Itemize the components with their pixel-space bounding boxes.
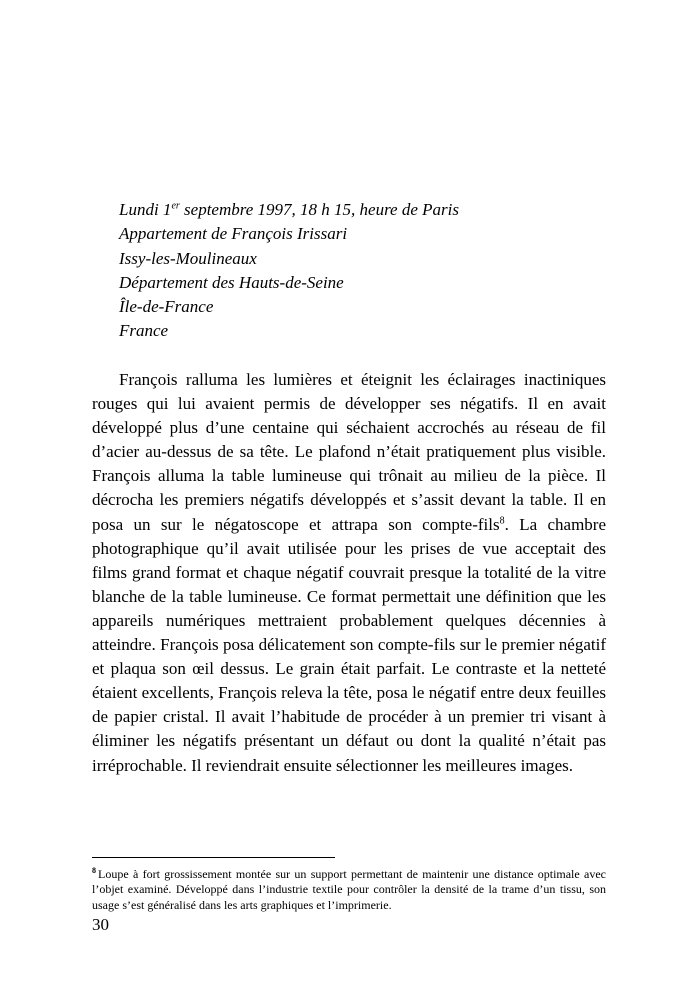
footnote-text: Loupe à fort grossissement montée sur un support permettant de maintenir une distance optimale avec l’objet examiné. Développé dans l’industrie textile pour contrôler la densité de la trame d’un tissu, son usage s’est généralisé dans les arts graphiques et l’imprimerie. xyxy=(92,867,606,912)
footnote-reference: 8 xyxy=(499,514,505,526)
paragraph-text-part2: . La chambre photographique qu’il avait utilisée pour les prises de vue acceptait des films grand format et chaque négatif couvrait presque la totalité de la vitre blanche de la table lumineuse. Ce format permettait une définition que les appareils numériques mettraient probablement quelques décennies à atteindre. François posa délicatement son compte-fils sur le premier négatif et plaqua son œil dessus. Le grain était parfait. Le contraste et la netteté étaient excellents, François releva la tête, posa le négatif entre deux feuilles de papier cristal. Il avait l’habitude de procéder à un premier tri visant à éliminer les négatifs présentant un défaut ou dont la qualité n’était pas irréprochable. Il reviendrait ensuite sélectionner les meilleures images. xyxy=(92,514,606,775)
page-number: 30 xyxy=(92,915,109,934)
chapter-heading xyxy=(119,198,639,344)
heading-date-superscript: er xyxy=(171,200,180,212)
heading-apartment: Appartement de François Irissari xyxy=(119,224,348,244)
heading-country: France xyxy=(119,321,169,341)
paragraph xyxy=(92,368,606,778)
paragraph-text-part1: François ralluma les lumières et éteignit les éclairages inactiniques rouges qui lui avaient permis de développer ses négatifs. Il en avait développé plus d’une centaine qui séchaient accrochés au réseau de fil d’acier au-dessus de sa tête. Le plafond n’était pratiquement plus visible. François alluma la table lumineuse qui trônait au milieu de la pièce. Il décrocha les premiers négatifs développés et s’assit devant la table. Il en posa un sur le négatoscope et attrapa son compte-fils xyxy=(92,370,606,534)
heading-region: Île-de-France xyxy=(119,297,214,317)
footnote-number: 8 xyxy=(92,866,96,875)
heading-city: Issy-les-Moulineaux xyxy=(119,248,257,268)
body-paragraph xyxy=(92,368,606,778)
heading-date-line xyxy=(119,198,639,222)
heading-date-pre: Lundi 1 xyxy=(119,200,172,219)
heading-department: Département des Hauts-de-Seine xyxy=(119,272,344,292)
footnote xyxy=(92,867,606,913)
footnote-separator xyxy=(92,857,335,858)
heading-date-post: septembre 1997, 18 h 15, heure de Paris xyxy=(179,200,459,219)
